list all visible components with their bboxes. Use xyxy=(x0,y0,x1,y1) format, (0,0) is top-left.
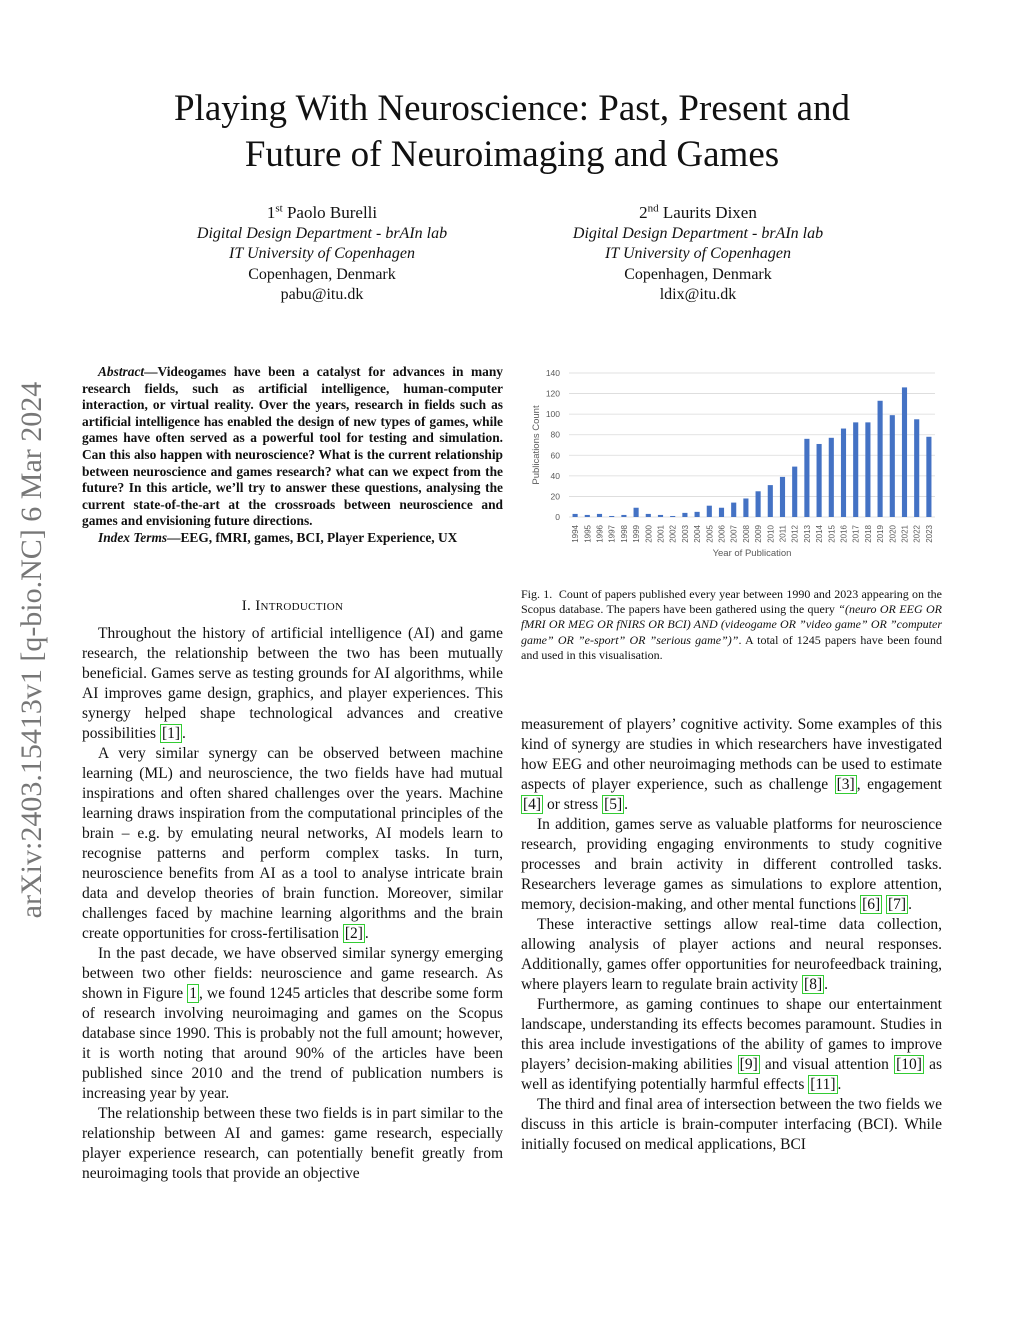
bar xyxy=(658,515,663,517)
bar xyxy=(695,512,700,517)
bar xyxy=(756,491,761,517)
bar xyxy=(682,513,687,517)
bar xyxy=(621,515,626,517)
author-name: 2nd Laurits Dixen xyxy=(639,202,757,222)
bar xyxy=(780,477,785,517)
y-tick-label: 100 xyxy=(545,409,560,420)
x-tick-label: 2001 xyxy=(656,525,666,543)
bar xyxy=(768,485,773,517)
publications-bar-chart xyxy=(521,364,942,570)
author-university: IT University of Copenhagen xyxy=(229,245,415,262)
x-tick-label: 2002 xyxy=(668,525,678,543)
x-tick-label: 2010 xyxy=(766,525,776,543)
author-name: 1st Paolo Burelli xyxy=(266,202,378,222)
x-tick-label: 1996 xyxy=(595,525,605,543)
citation-link[interactable]: [3] xyxy=(836,776,855,793)
x-tick-label: 1995 xyxy=(583,525,593,543)
query-text: “(neuro OR EEG OR fMRI OR MEG OR fNIRS OR BCI) AND (videogame OR ”video game” OR ”computer game” OR ”e-sport” OR ”serious game”)” xyxy=(521,602,942,647)
x-tick-label: 2000 xyxy=(644,525,654,543)
x-tick-label: 2009 xyxy=(754,525,764,543)
y-tick-label: 60 xyxy=(550,450,560,461)
citation-link[interactable]: [8] xyxy=(804,976,823,993)
x-tick-label: 2018 xyxy=(863,525,873,543)
bar xyxy=(902,387,907,517)
author-block-1 xyxy=(157,203,487,306)
bar xyxy=(646,514,651,517)
x-tick-label: 2005 xyxy=(705,525,715,543)
figure-link[interactable]: 1 xyxy=(189,985,197,1002)
bar xyxy=(865,422,870,517)
author-university: IT University of Copenhagen xyxy=(605,245,791,262)
x-tick-label: 2016 xyxy=(839,525,849,543)
x-tick-label: 2011 xyxy=(778,525,788,543)
section-title: Introduction xyxy=(255,598,344,614)
citation-link[interactable]: [7] xyxy=(888,896,907,913)
x-tick-label: 1994 xyxy=(571,525,581,543)
bar xyxy=(914,419,919,517)
bar xyxy=(804,439,809,517)
paragraph: In addition, games serve as valuable platforms for neuroscience research, providing engaging environments to study cognitive processes and brain activity in different controlled tasks. Researchers leverage games as simulations to explore attention, memory, decision-making, and other mental functions [6] [7] . xyxy=(521,816,942,913)
bar xyxy=(719,508,724,517)
x-tick-label: 2004 xyxy=(693,525,703,543)
citation-link[interactable]: [2] xyxy=(344,925,363,942)
section-heading: I. Introduction xyxy=(241,598,344,614)
author-email: ldix@itu.dk xyxy=(659,286,737,303)
paper-title xyxy=(80,86,944,178)
index-terms-label: Index Terms xyxy=(98,529,168,545)
author-department: Digital Design Department - brAIn lab xyxy=(196,224,448,242)
title-line-2: Future of Neuroimaging and Games xyxy=(244,134,780,175)
bar xyxy=(829,438,834,517)
author-block-2 xyxy=(533,203,863,306)
title-line-1: Playing With Neuroscience: Past, Present and xyxy=(173,88,851,129)
abstract xyxy=(82,364,503,547)
author-department: Digital Design Department - brAIn lab xyxy=(572,224,824,242)
y-axis-label: Publications Count xyxy=(531,405,542,485)
x-tick-label: 2015 xyxy=(827,525,837,543)
x-tick-label: 1998 xyxy=(619,525,629,543)
paragraph: Furthermore, as gaming continues to shape our entertainment landscape, understanding its effects becomes paramount. Studies in this area include investigations of the ability of games to improve players’ decision-making abilities [9] and visual attention [10] as well as identifying potentially harmful effects [11] . xyxy=(521,996,942,1093)
citation-link[interactable]: [1] xyxy=(161,725,181,742)
bar xyxy=(585,515,590,517)
paragraph: These interactive settings allow real-time data collection, allowing analysis of player actions and neural responses. Additionally, games offer opportunities for neurofeedback training, where players learn to regulate brain activity [8] . xyxy=(521,916,942,993)
bar xyxy=(817,444,822,517)
bar xyxy=(853,422,858,517)
y-tick-label: 80 xyxy=(550,429,560,440)
x-axis-label: Year of Publication xyxy=(712,548,792,559)
bar xyxy=(731,503,736,517)
paragraph: A very similar synergy can be observed between machine learning (ML) and neuroscience, the two fields have had mutual inspirations and often shared challenges over the years. Machine learning draws inspiration from the computational principles of the brain – e.g. by emulating neural networks, AI models learn to recognise patterns and perform complex tasks. In turn, neuroscience benefits from AI as a tool to analyse intricate brain data and develop theories of brain function. Moreover, similar challenges faced by machine learning algorithms and the brain create opportunities for cross-fertilisation [2] . xyxy=(82,745,503,942)
figure-label: Fig. 1. xyxy=(521,587,553,601)
citation-link[interactable]: [5] xyxy=(604,796,623,813)
bar xyxy=(707,506,712,517)
citation-link[interactable]: [4] xyxy=(523,796,542,813)
x-tick-label: 2014 xyxy=(815,525,825,543)
paragraph: In the past decade, we have observed similar synergy emerging between two other fields: neuroscience and game research. As shown in Figure 1 , we found 1245 articles that describe some form of research involving neuroimaging and games on the Scopus database since 1990. This is probably not the full amount; however, it is worth noting that around 90% of the articles have been published since 2010 and the trend of publication numbers is increasing year by year. xyxy=(82,945,504,1102)
paragraph: measurement of players’ cognitive activity. Some examples of this kind of synergy are studies in which researchers have investigated how EEG and other neuroimaging methods can be used to estimate aspects of player experience, such as challenge [3] , engagement [4] or stress [5] . xyxy=(521,716,942,813)
y-tick-label: 40 xyxy=(550,470,560,481)
x-tick-label: 2013 xyxy=(802,525,812,543)
x-tick-label: 2012 xyxy=(790,525,800,543)
x-tick-label: 2007 xyxy=(729,525,739,543)
y-tick-label: 0 xyxy=(555,512,560,522)
bar xyxy=(634,508,639,517)
x-tick-label: 2006 xyxy=(717,525,727,543)
x-tick-label: 2023 xyxy=(924,525,934,543)
bar xyxy=(878,401,883,517)
x-tick-label: 1997 xyxy=(607,525,617,543)
bar xyxy=(573,514,578,517)
bar xyxy=(670,516,675,517)
y-tick-label: 120 xyxy=(545,388,560,399)
bar xyxy=(890,415,895,517)
citation-link[interactable]: [11] xyxy=(810,1076,836,1093)
bar xyxy=(609,516,614,517)
x-tick-label: 2003 xyxy=(680,525,690,543)
citation-link[interactable]: [6] xyxy=(862,896,881,913)
paragraph: The relationship between these two fields is in part similar to the relationship between AI and games: game research, especially player experience research, can potentially benefit greatly from neuroimaging tools that provide an objective xyxy=(82,1105,503,1182)
author-city: Copenhagen, Denmark xyxy=(624,265,772,283)
bar xyxy=(743,498,748,517)
right-column-body xyxy=(521,715,942,1155)
bar xyxy=(926,437,931,517)
citation-link[interactable]: [9] xyxy=(739,1056,758,1073)
bar xyxy=(597,514,602,517)
index-terms-text: —EEG, fMRI, games, BCI, Player Experience, UX xyxy=(167,529,458,545)
bar xyxy=(841,429,846,517)
author-city: Copenhagen, Denmark xyxy=(248,265,396,283)
abstract-text: —Videogames have been a catalyst for advances in many research fields, such as artificial intelligence, human-computer interaction, or virtual reality. Over the years, research in fields such as artificial intelligence has enabled the design of new types of games, while games have often served as a powerful tool for testing and simulation. Can this also happen with neuroscience? What is the current relationship between neuroscience and games research? what can we expect from the future? In this article, we’ll try to answer these questions, analysing the current state-of-the-art at the crossroads between neuroscience and games and envisioning future directions. xyxy=(82,364,503,529)
x-tick-label: 2020 xyxy=(888,525,898,543)
x-tick-label: 2021 xyxy=(900,525,910,543)
author-email: pabu@itu.dk xyxy=(280,286,364,303)
figure-caption: Fig. 1. Count of papers published every year between 1990 and 2023 appearing on the Scopus database. The papers have been gathered using the query “(neuro OR EEG OR fMRI OR MEG OR fNIRS OR BCI) AND (videogame OR ”video game” OR ”computer game” OR ”e-sport” OR ”serious game”)”. A total of 1245 papers have been found and used in this visualisation. xyxy=(521,587,942,662)
abstract-label: Abstract xyxy=(98,364,145,379)
citation-link[interactable]: [10] xyxy=(896,1056,922,1073)
y-tick-label: 140 xyxy=(545,368,560,378)
paragraph: Throughout the history of artificial intelligence (AI) and game research, the relationship between the two has been mutually beneficial. Games serve as testing grounds for AI algorithms, while AI improves game design, graphics, and player experiences. This synergy helped shape technological advances and creative possibilities [1] . xyxy=(82,625,503,742)
x-tick-label: 2019 xyxy=(876,525,886,543)
x-tick-label: 2022 xyxy=(912,525,922,543)
x-tick-label: 1999 xyxy=(632,525,642,543)
arxiv-stamp: arXiv:2403.15413v1 [q-bio.NC] 6 Mar 2024 xyxy=(15,381,48,919)
paragraph: The third and final area of intersection between the two fields we discuss in this article is brain-computer interfacing (BCI). While initially focused on medical applications, BCI xyxy=(521,1096,942,1153)
x-tick-label: 2008 xyxy=(741,525,751,543)
left-column-body xyxy=(82,624,503,1184)
y-tick-label: 20 xyxy=(550,491,560,502)
bar xyxy=(792,467,797,517)
x-tick-label: 2017 xyxy=(851,525,861,543)
